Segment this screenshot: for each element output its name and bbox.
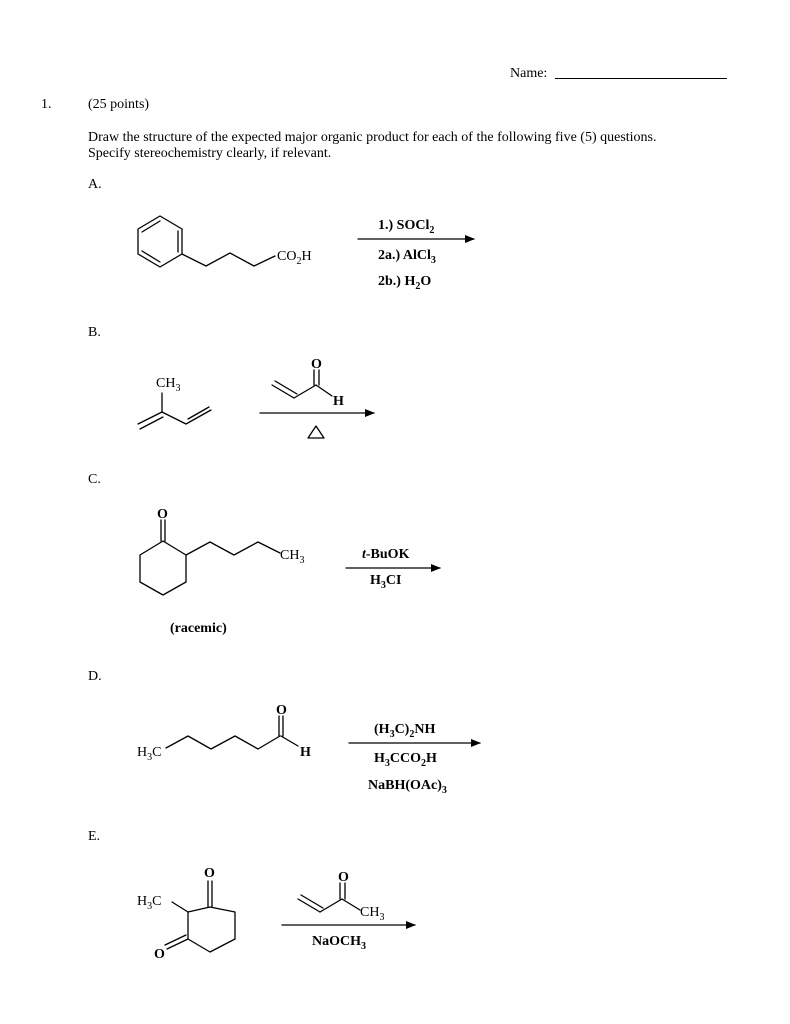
part-e-enone-methyl-label: $CH_3$ <box>360 905 385 923</box>
part-b-label: B. <box>88 325 101 340</box>
part-a-label: A. <box>88 177 102 192</box>
part-e-label: E. <box>88 829 101 844</box>
part-a-reagent-3: 2b.) $H_2O$ <box>378 274 432 292</box>
part-d-aldehyde-oxygen: O <box>276 703 287 718</box>
part-d-reagent-3: $NaBH(OAc)_3$ <box>368 778 447 796</box>
part-e-reactant-structure <box>165 881 235 952</box>
part-c-ketone-oxygen: O <box>157 507 168 522</box>
part-a-co2h-label: $CO_2H$ <box>277 249 312 267</box>
instructions-line-2: Specify stereochemistry clearly, if relevant. <box>88 146 332 161</box>
part-c-label: C. <box>88 472 101 487</box>
part-e-ketone-oxygen-left: O <box>154 947 165 962</box>
heat-triangle-icon <box>308 426 324 438</box>
part-b-methyl-label: $CH_3$ <box>156 376 181 394</box>
part-a-reagent-1: 1.) SOCl$_2$ <box>378 218 435 236</box>
part-d-label: D. <box>88 669 102 684</box>
part-d-reactant-structure <box>166 716 298 749</box>
part-c-methyl-label: $CH_3$ <box>280 548 305 566</box>
part-d-reagent-1: $(H_3C)_2NH$ <box>374 722 436 740</box>
question-points: (25 points) <box>88 97 150 112</box>
part-d-aldehyde-hydrogen: H <box>300 745 311 760</box>
part-b-dienophile-structure <box>272 370 332 398</box>
part-c-reagent-2: $H_3CI$ <box>370 573 402 591</box>
part-b-diene-structure <box>138 393 211 429</box>
question-number: 1. <box>41 97 52 112</box>
part-c-reagent-1: t-BuOK <box>362 547 410 562</box>
part-a-reactant-structure <box>138 216 275 267</box>
part-d-methyl-label: $H_3C$ <box>137 745 162 763</box>
part-b-aldehyde-hydrogen: H <box>333 394 344 409</box>
part-d-reagent-2: $H_3CCO_2H$ <box>374 751 437 769</box>
name-label: Name: <box>510 66 548 81</box>
part-e-enone-oxygen: O <box>338 870 349 885</box>
part-e-base-reagent: NaOCH$_3$ <box>312 934 366 952</box>
part-e-enone-structure <box>298 883 360 912</box>
part-e-ketone-oxygen-top: O <box>204 866 215 881</box>
part-c-reactant-structure <box>140 520 280 595</box>
part-c-racemic-note: (racemic) <box>170 621 227 636</box>
part-a-reagent-2: 2a.) AlCl$_3$ <box>378 248 436 266</box>
instructions-line-1: Draw the structure of the expected major organic product for each of the following five (5) questions. <box>88 130 657 145</box>
part-b-aldehyde-oxygen: O <box>311 357 322 372</box>
part-e-methyl-label: $H_3C$ <box>137 894 162 912</box>
